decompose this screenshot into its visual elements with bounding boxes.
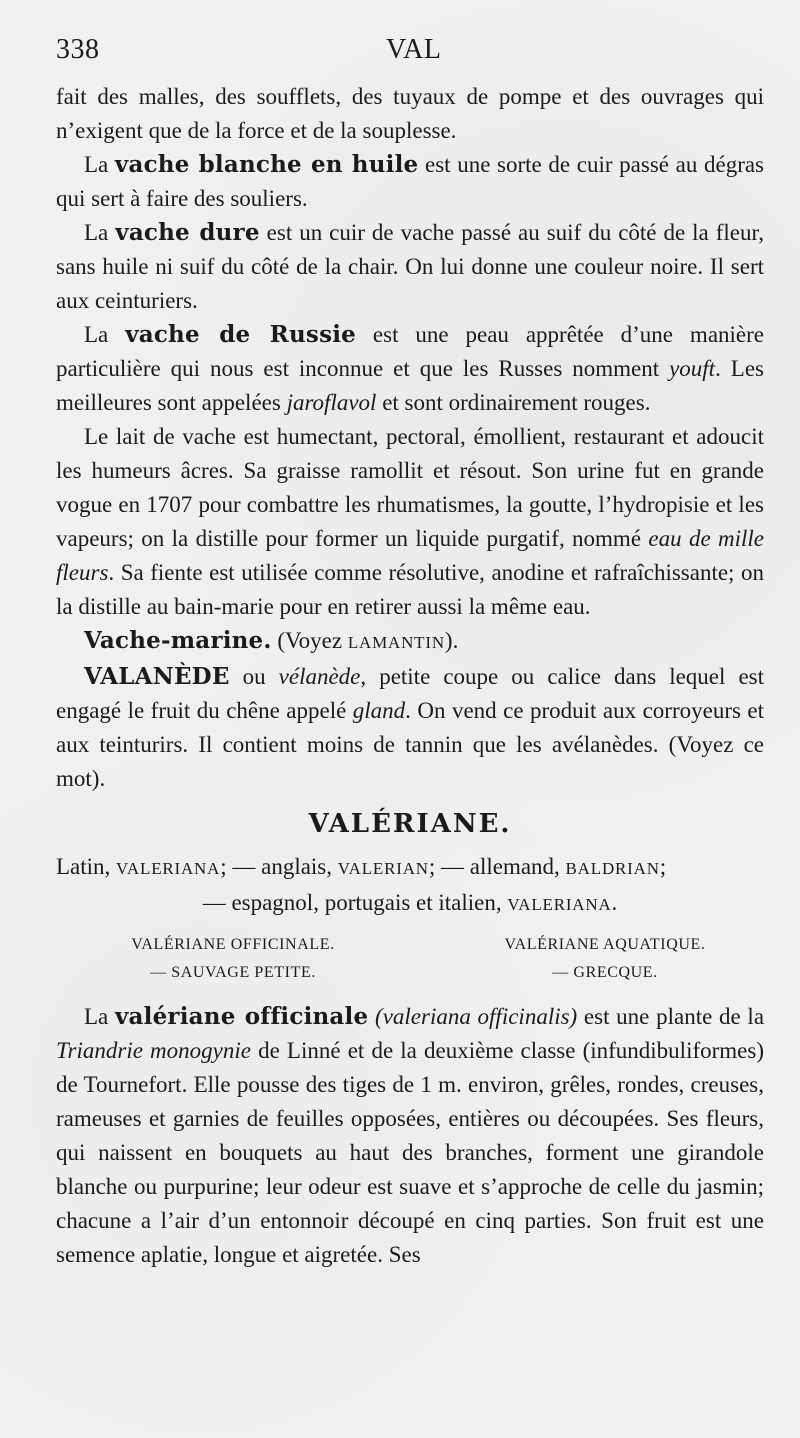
paragraph-text: est une peau apprêtée d’une manière particulière qui nous est inconnue et que les Russes nomment (56, 322, 765, 381)
entry-vache-marine (56, 624, 764, 660)
table-cell-r2-left: — SAUVAGE PETITE. (150, 964, 316, 981)
paragraph-vache-russie (56, 318, 764, 420)
italic-term: (valeriana officinalis) (375, 1004, 578, 1029)
paragraph-intro: La (84, 152, 109, 177)
italic-term: Triandrie monogynie (56, 1038, 251, 1063)
names-text: Latin, (56, 854, 117, 879)
paragraph-valeriane-officinale (56, 1000, 764, 1272)
table-cell-r1-left: VALÉRIANE OFFICINALE. (131, 936, 335, 953)
term-valanede: VALANÈDE (84, 663, 230, 690)
valeriane-types-table (56, 936, 764, 982)
running-head-title: VAL (386, 34, 442, 65)
paragraph-text: de Linné et de la deuxième classe (infundibuliformes) de Tournefort. Elle pousse des tiges de 1 m. environ, grêles, rondes, creuses, rameuses et garnies de feuilles opposées, entières ou découpées. Ses fleurs, qui naissent en bouquets au haut des branches, forment une girandole blanche ou purpurine; leur odeur est suave et s’approche de celle du jasmin; chacune a l’air d’un entonnoir découpé en cinq parties. Son fruit est une semence aplatie, longue et aigretée. Ses (56, 1038, 764, 1267)
paragraph-text: . On vend ce produit aux corroyeurs et aux teinturirs. Il contient moins de tannin que les avélanèdes. (Voyez ce mot). (56, 698, 764, 791)
running-head (56, 30, 764, 74)
paragraph-text: Le lait de vache est humectant, pectoral, émollient, restaurant et adoucit les humeurs âcres. Sa graisse ramollit et résout. Son urine fut en grande vogue en 1707 pour combattre les rhumatismes, la goutte, l’hydropisie et les vapeurs; on la distille pour former un liquide purgatif, nommé (56, 424, 764, 551)
term-vache-dure: vache dure (115, 219, 260, 246)
italic-term: gland (352, 698, 406, 723)
paragraph-text: ou (229, 664, 279, 689)
language-names-line-1 (56, 850, 764, 886)
names-smallcaps: VALERIAN (337, 859, 429, 878)
paragraph-text: est un cuir de vache passé au suif du côté de la fleur, sans huile ni suif du côté de la chair. On lui donne une couleur noire. Il sert aux ceinturiers. (56, 220, 764, 313)
section-title-valeriane: VALÉRIANE. (308, 809, 512, 839)
language-names-line-2 (56, 886, 764, 922)
term-vache-blanche: vache blanche en huile (114, 151, 419, 178)
table-cell-r1-right: VALÉRIANE AQUATIQUE. (504, 936, 706, 953)
term-vache-marine: Vache-marine. (84, 627, 272, 654)
page-number: 338 (56, 34, 100, 65)
paragraph-text: (Voyez (271, 628, 348, 653)
names-text: — espagnol, portugais et italien, (202, 890, 508, 915)
names-text: . (611, 890, 618, 915)
paragraph-intro: La (84, 1004, 109, 1029)
paragraph-text: fait des malles, des soufflets, des tuyaux de pompe et des ouvrages qui n’exigent que de la force et de la souplesse. (56, 84, 764, 143)
paragraph-text: est une sorte de cuir passé au dégras qui sert à faire des souliers. (56, 152, 765, 211)
paragraph-intro: La (84, 322, 109, 347)
names-text: ; — allemand, (428, 854, 566, 879)
table-cell-r2-right: — GRECQUE. (552, 964, 658, 981)
paragraph-text: , petite coupe ou calice dans lequel est engagé le fruit du chêne appelé (56, 664, 764, 723)
italic-term: vélanède (278, 664, 361, 689)
italic-term: jaroflavol (286, 390, 377, 415)
paragraph-text: ). (444, 628, 459, 653)
paragraph-vache-dure (56, 216, 764, 318)
names-smallcaps: BALDRIAN (565, 859, 660, 878)
paragraph-vache-blanche (56, 148, 764, 216)
names-text: ; (659, 854, 667, 879)
paragraph-text: et sont ordinairement rouges. (376, 390, 651, 415)
main-text-2 (56, 1000, 764, 1272)
paragraph-lait-de-vache (56, 420, 764, 624)
names-smallcaps: VALERIANA (507, 895, 612, 914)
main-text (56, 80, 764, 796)
term-vache-russie: vache de Russie (125, 321, 356, 348)
names-smallcaps: VALERIANA (116, 859, 221, 878)
cross-reference: LAMANTIN (347, 633, 445, 652)
names-text: ; — anglais, (220, 854, 338, 879)
paragraph-text: . Les meilleures sont appelées (56, 356, 764, 415)
term-valeriane-officinale: valériane officinale (114, 1003, 369, 1030)
paragraph-malles (56, 80, 764, 148)
entry-valanede (56, 660, 764, 796)
paragraph-text: . Sa fiente est utilisée comme résolutive, anodine et rafraîchissante; on la distille au bain-marie pour en retirer aussi la même eau. (56, 560, 764, 619)
paragraph-intro: La (84, 220, 109, 245)
italic-term: eau de mille fleurs (56, 526, 764, 585)
italic-term: youft (669, 356, 716, 381)
paragraph-text: est une plante de la (577, 1004, 765, 1029)
